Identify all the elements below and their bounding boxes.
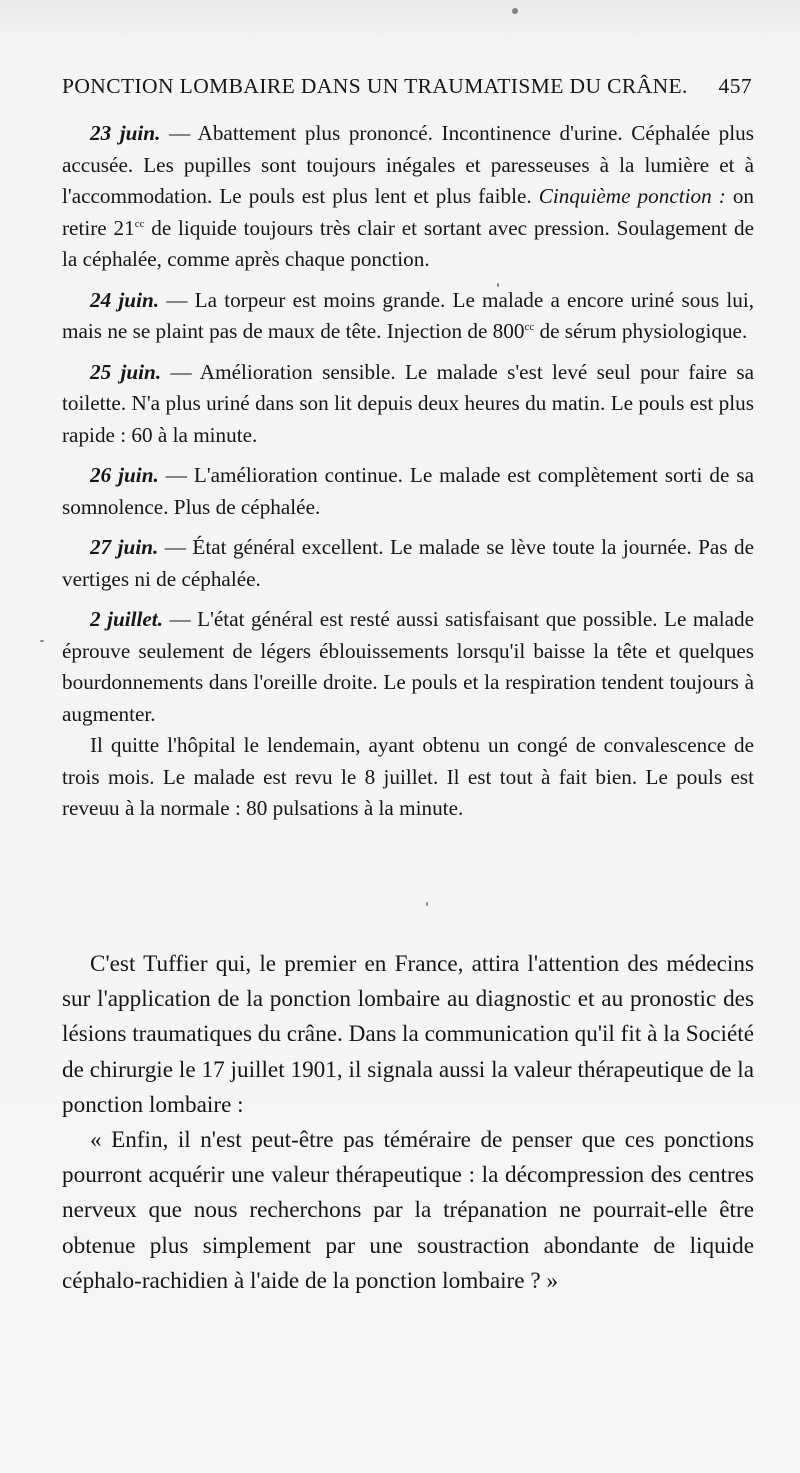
tuffier-quote: « Enfin, il n'est peut-être pas téméraire de penser que ces ponctions pourront acquérir une valeur thérapeutique : la décompression des centres nerveux que nous recherchons par la trépanation ne pourrait-elle être obtenue plus simplement par une soustraction abondante de liquide céphalo-rachidien à l'aide de la ponction lombaire ? »: [62, 1127, 754, 1294]
commentary-paragraph: C'est Tuffier qui, le premier en France, attira l'attention des médecins sur l'application de la ponction lombaire au diagnostic et au pronostic des lésions traumatiques du crâne. Dans la communication qu'il fit à la Société de chirurgie le 17 juillet 1901, il signala aussi la valeur thérapeutique de la ponction lombaire :: [62, 951, 754, 1118]
entry-25-juin: [62, 357, 754, 452]
entry-text: — État général excellent. Le malade se lève toute la journée. Pas de vertiges ni de céphalée.: [62, 535, 754, 591]
running-title: PONCTION LOMBAIRE DANS UN TRAUMATISME DU CRÂNE.: [62, 74, 688, 98]
commentary: [62, 947, 754, 1299]
entry-date: 2 juillet.: [90, 607, 163, 631]
ink-speck: [512, 8, 518, 14]
entry-text: on retire 21: [62, 184, 755, 240]
entry-date: 27 juin.: [90, 535, 159, 559]
entry-emphasis: Cinquième ponction :: [538, 184, 726, 208]
unit-superscript: cc: [524, 320, 535, 333]
entry-2-juillet: [62, 604, 754, 730]
entry-23-juin: [62, 118, 754, 276]
discharge-paragraph: Il quitte l'hôpital le lendemain, ayant obtenu un congé de convalescence de trois mois. Le malade est revu le 8 juillet. Il est tout à fait bien. Le pouls est reveuu à la normale : 80 pulsations à la minute.: [62, 733, 754, 820]
entry-date: 25 juin.: [90, 359, 162, 384]
ink-speck: [426, 902, 428, 906]
page-header: [62, 74, 752, 114]
entry-27-juin: [62, 532, 754, 595]
entry-text: — Amélioration sensible. Le malade s'est levé seul pour faire sa toilette. N'a plus uriné dans son lit depuis deux heures du matin. Le pouls est plus rapide : 60 à la minute.: [62, 359, 755, 447]
entry-24-juin: [62, 285, 754, 348]
entry-date: 26 juin.: [90, 463, 159, 487]
unit-superscript: cc: [134, 217, 145, 230]
ink-speck: [40, 640, 44, 642]
entry-text: de liquide toujours très clair et sortant avec pression. Soulagement de la céphalée, comme après chaque ponction.: [62, 215, 754, 271]
entry-text: — L'amélioration continue. Le malade est complètement sorti de sa somnolence. Plus de céphalée.: [62, 463, 754, 519]
page-number: 457: [718, 74, 752, 98]
entry-26-juin: [62, 460, 754, 523]
entry-date: 24 juin.: [90, 287, 160, 312]
entry-text: de sérum physiologique.: [534, 319, 748, 343]
entry-text: — Abattement plus prononcé. Incontinence d'urine. Céphalée plus accusée. Les pupilles sont toujours inégales et paresseuses à la lumière et à l'accommodation. Le pouls est plus lent et plus faible.: [62, 121, 754, 208]
entry-text: — La torpeur est moins grande. Le malade a encore uriné sous lui, mais ne se plaint pas de maux de tête. Injection de 800: [62, 287, 755, 343]
entry-date: 23 juin.: [90, 121, 161, 145]
case-report: [62, 118, 754, 834]
entry-text: — L'état général est resté aussi satisfaisant que possible. Le malade éprouve seulement de légers éblouissements lorsqu'il baisse la tête et quelques bourdonnements dans l'oreille droite. Le pouls et la respiration tendent toujours à augmenter.: [62, 607, 755, 726]
ink-speck: [497, 283, 499, 287]
